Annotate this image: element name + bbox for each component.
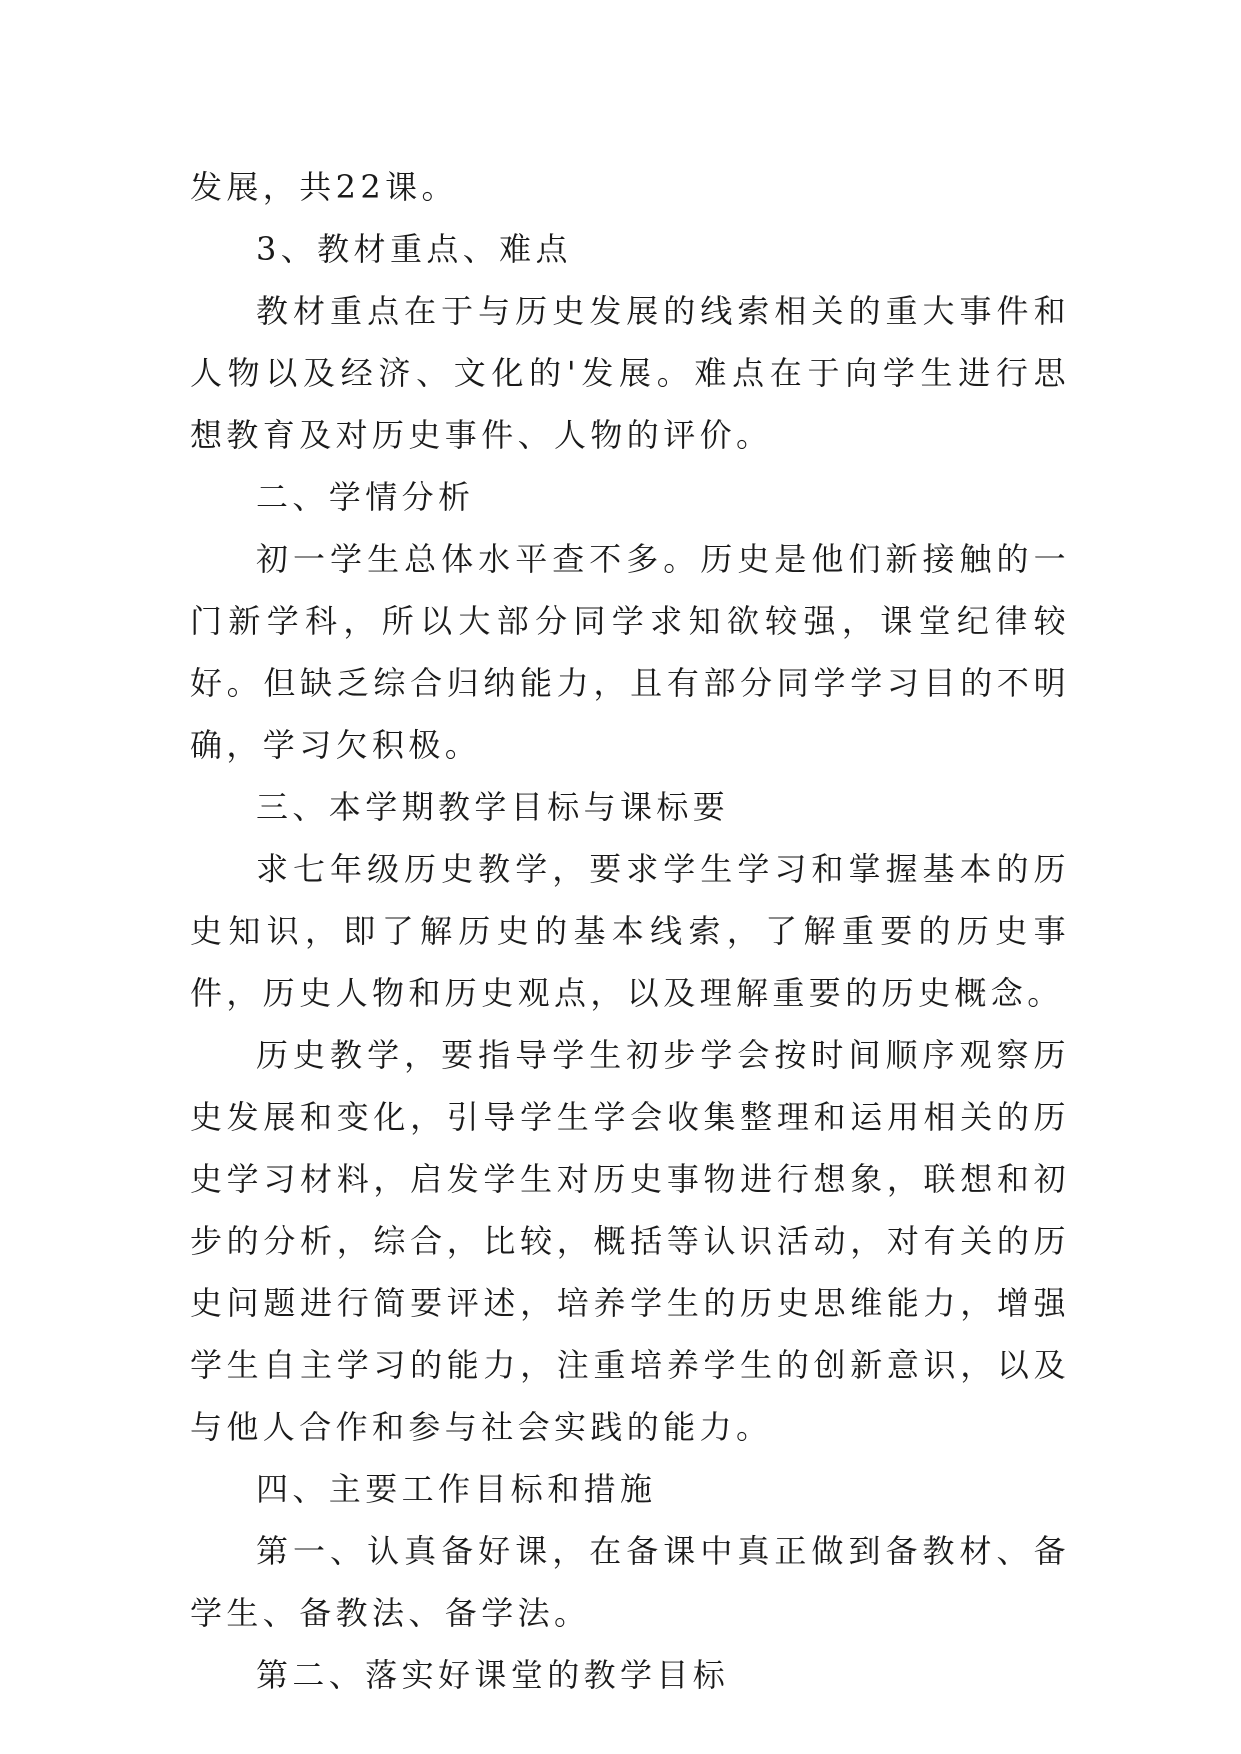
document-body (190, 156, 1070, 1706)
paragraph-measure-one: 第一、认真备好课，在备课中真正做到备教材、备学生、备教法、备学法。 (190, 1532, 1070, 1632)
heading-textbook-focus: 3、教材重点、难点 (256, 230, 572, 268)
paragraph-textbook-focus: 教材重点在于与历史发展的线索相关的重大事件和人物以及经济、文化的'发展。难点在于向学生进行思想教育及对历史事件、人物的评价。 (190, 292, 1070, 454)
paragraph-student-analysis: 初一学生总体水平查不多。历史是他们新接触的一门新学科，所以大部分同学求知欲较强，课堂纪律较好。但缺乏综合归纳能力，且有部分同学学习目的不明确，学习欠积极。 (190, 540, 1070, 764)
paragraph-semester-goals: 求七年级历史教学，要求学生学习和掌握基本的历史知识，即了解历史的基本线索，了解重要的历史事件，历史人物和历史观点，以及理解重要的历史概念。 (190, 850, 1070, 1012)
heading-work-measures: 四、主要工作目标和措施 (256, 1470, 657, 1508)
paragraph-continuation: 发展，共22课。 (190, 168, 458, 206)
heading-semester-goals: 三、本学期教学目标与课标要 (256, 788, 730, 826)
heading-student-analysis: 二、学情分析 (256, 478, 475, 516)
paragraph-measure-two: 第二、落实好课堂的教学目标 (256, 1656, 730, 1694)
paragraph-history-teaching: 历史教学，要指导学生初步学会按时间顺序观察历史发展和变化，引导学生学会收集整理和运用相关的历史学习材料，启发学生对历史事物进行想象，联想和初步的分析，综合，比较，概括等认识活动，对有关的历史问题进行简要评述，培养学生的历史思维能力，增强学生自主学习的能力，注重培养学生的创新意识，以及与他人合作和参与社会实践的能力。 (190, 1036, 1070, 1446)
